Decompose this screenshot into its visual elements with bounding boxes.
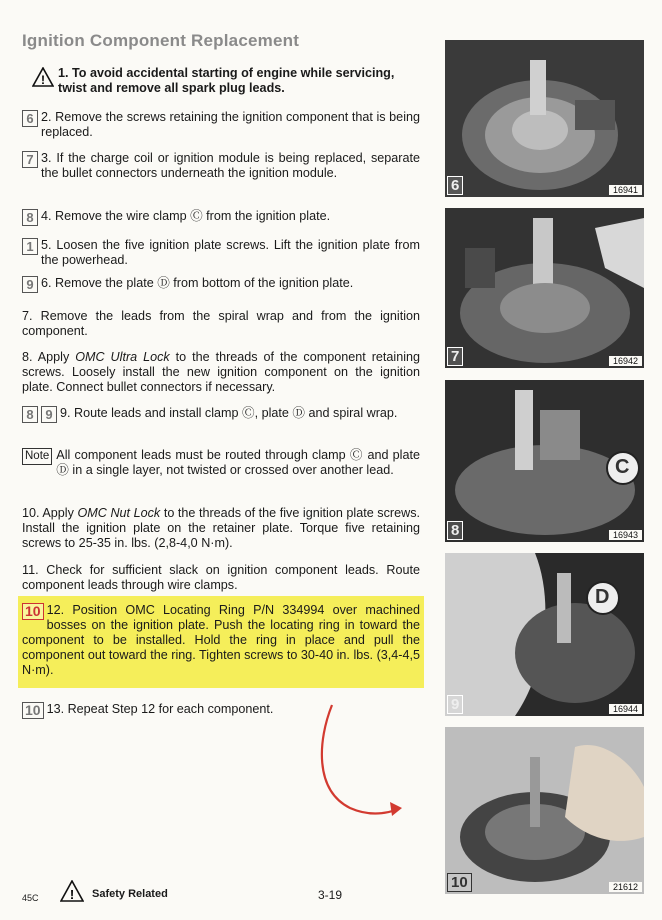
svg-text:!: ! (41, 73, 45, 87)
step-text: 12. Position OMC Locating Ring P/N 334994 over machined bosses on the ignition plate. Push the locating ring in toward the component to be installed. Hold the ring in place and pull the component out toward the ring. Tighten screws to 30-40 in. lbs. (3,4-4,5 N·m). (22, 603, 420, 677)
step-11: 11. Check for sufficient slack on ignition component leads. Route component leads through wire clamps. (22, 563, 420, 592)
photo-fig-6 (445, 40, 644, 197)
photo-ref-badge: 6 (22, 110, 38, 127)
step-text: 8. Apply (22, 350, 76, 364)
warning-block (32, 66, 422, 96)
step-text: 4. Remove the wire clamp Ⓒ from the ignition plate. (41, 209, 331, 223)
page-number: 3-19 (318, 888, 343, 902)
step-4 (22, 209, 420, 226)
handwritten-arrow (310, 700, 410, 830)
step-text: 6. Remove the plate Ⓓ from bottom of the ignition plate. (41, 276, 354, 290)
callout-d: D (595, 586, 610, 608)
photo-number: 10 (447, 873, 472, 892)
step-8 (22, 350, 420, 395)
step-text: 10. Apply (22, 506, 78, 520)
figure-number: 16941 (609, 185, 642, 195)
photo-ref-badge: 10 (22, 603, 44, 620)
step-10 (22, 506, 420, 551)
photo-ref-badge: 8 (22, 209, 38, 226)
photo-fig-7 (445, 208, 644, 368)
step-text: 9. Route leads and install clamp Ⓒ, plate Ⓓ and spiral wrap. (60, 406, 398, 420)
photo-number: 7 (447, 347, 463, 366)
photo-fig-8 (445, 380, 644, 542)
photo-ref-badge: 7 (22, 151, 38, 168)
photo-fig-9 (445, 553, 644, 716)
note-block (22, 448, 420, 478)
callout-c: C (615, 456, 630, 478)
product-name: OMC Ultra Lock (75, 350, 170, 364)
step-6 (22, 276, 420, 293)
step-text: 5. Loosen the five ignition plate screws. Lift the ignition plate from the powerhead. (41, 238, 420, 267)
photo-fig-10 (445, 727, 644, 894)
photo-ref-badge: 9 (22, 276, 38, 293)
step-text: 3. If the charge coil or ignition module is being replaced, separate the bullet connectors underneath the ignition module. (41, 151, 420, 180)
figure-number: 16943 (609, 530, 642, 540)
warning-triangle-icon (32, 67, 54, 87)
step-12 (22, 603, 420, 678)
step-2 (22, 110, 420, 140)
photo-number: 9 (447, 695, 463, 714)
figure-number: 16942 (609, 356, 642, 366)
svg-text:!: ! (69, 887, 75, 902)
photo-number: 8 (447, 521, 463, 540)
figure-number: 16944 (609, 704, 642, 714)
safety-triangle-icon (60, 880, 84, 902)
step-3 (22, 151, 420, 181)
step-7: 7. Remove the leads from the spiral wrap and from the ignition component. (22, 309, 420, 338)
page-title: Ignition Component Replacement (22, 31, 300, 50)
step-text: 13. Repeat Step 12 for each component. (46, 702, 274, 716)
footer-code: 45C (22, 893, 39, 903)
photo-number: 6 (447, 176, 463, 195)
photo-ref-badge: 8 (22, 406, 38, 423)
photo-ref-badge: 10 (22, 702, 44, 719)
warning-text: 1. To avoid accidental starting of engine while servicing, twist and remove all spark plug leads. (58, 66, 395, 95)
step-text: to the threads of the component retaining screws. Loosely install the new ignition component on the ignition plate. Connect bullet connectors if necessary. (22, 350, 421, 394)
photo-ref-badge: 1 (22, 238, 38, 255)
figure-number: 21612 (609, 882, 642, 892)
step-text: to the threads of the five ignition plate screws. Install the ignition plate on the retainer plate. Torque five retaining screws to 25-35 in. lbs. (2,8-4,0 N·m). (22, 506, 420, 550)
step-9 (22, 406, 420, 423)
step-5 (22, 238, 420, 268)
note-label: Note (22, 448, 52, 465)
footer-safety-label: Safety Related (92, 888, 168, 900)
step-text: 2. Remove the screws retaining the ignition component that is being replaced. (41, 110, 420, 139)
product-name: OMC Nut Lock (77, 506, 161, 520)
photo-ref-badge: 9 (41, 406, 57, 423)
note-text: All component leads must be routed through clamp Ⓒ and plate Ⓓ in a single layer, not twisted or crossed over another lead. (56, 448, 420, 477)
